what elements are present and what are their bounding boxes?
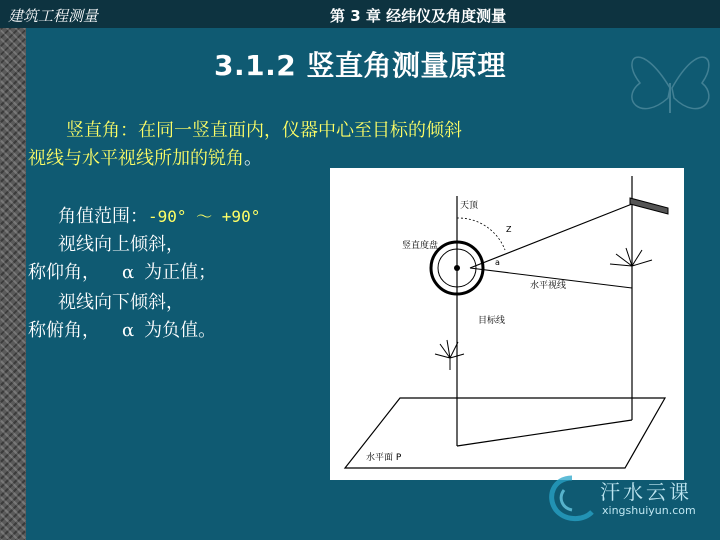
label-horizontal-plane: 水平面 P	[366, 453, 402, 463]
range-label: 角值范围：	[58, 206, 148, 227]
tree-left	[435, 340, 464, 370]
definition-line-2-end: 。	[244, 148, 262, 169]
vertical-angle-diagram	[330, 168, 684, 480]
label-zenith: 天顶	[460, 201, 479, 211]
zenith-angle-arc	[457, 218, 505, 250]
rule-up-term: 称仰角，	[28, 262, 100, 283]
slide-title: 3.1.2 竖直角测量原理	[214, 49, 506, 82]
label-vertical-circle: 竖直度盘	[402, 241, 439, 251]
watermark-name: 汗水云课	[600, 480, 692, 504]
rule-up-symbol: α	[122, 262, 135, 283]
label-z: Z	[506, 225, 512, 234]
watermark-url: xingshuiyun.com	[602, 504, 696, 517]
course-title: 建筑工程测量	[8, 7, 99, 25]
swirl-logo-icon	[542, 472, 602, 532]
rule-down-line-2	[28, 316, 216, 342]
decorative-pattern-strip	[0, 28, 26, 540]
header-bar	[0, 0, 720, 28]
tree-right	[610, 248, 652, 274]
definition-line-2: 视线与水平视线所加的锐角	[28, 148, 244, 169]
definition-line-1: 竖直角：在同一竖直面内，仪器中心至目标的倾斜	[66, 120, 462, 141]
rule-down-sign: 为负值。	[144, 320, 217, 341]
rule-down-line-1: 视线向下倾斜，	[58, 292, 184, 313]
range-value: -90° ～ +90°	[148, 207, 261, 226]
chapter-title: 第 3 章 经纬仪及角度测量	[330, 7, 507, 25]
label-target-line: 目标线	[478, 316, 506, 326]
label-alpha: a	[495, 258, 500, 267]
range-line	[58, 202, 260, 228]
definition-line-2-wrap	[28, 144, 262, 170]
rule-up-line-2	[28, 258, 216, 284]
rule-up-sign: 为正值；	[144, 262, 217, 283]
rule-down-term: 称俯角，	[28, 320, 100, 341]
target-flag	[630, 198, 668, 214]
label-horizontal-sight: 水平视线	[530, 281, 567, 291]
rule-down-symbol: α	[122, 320, 135, 341]
rule-up-line-1: 视线向上倾斜，	[58, 234, 184, 255]
watermark-logo	[542, 472, 712, 532]
vertical-plane-bottom	[457, 420, 632, 446]
